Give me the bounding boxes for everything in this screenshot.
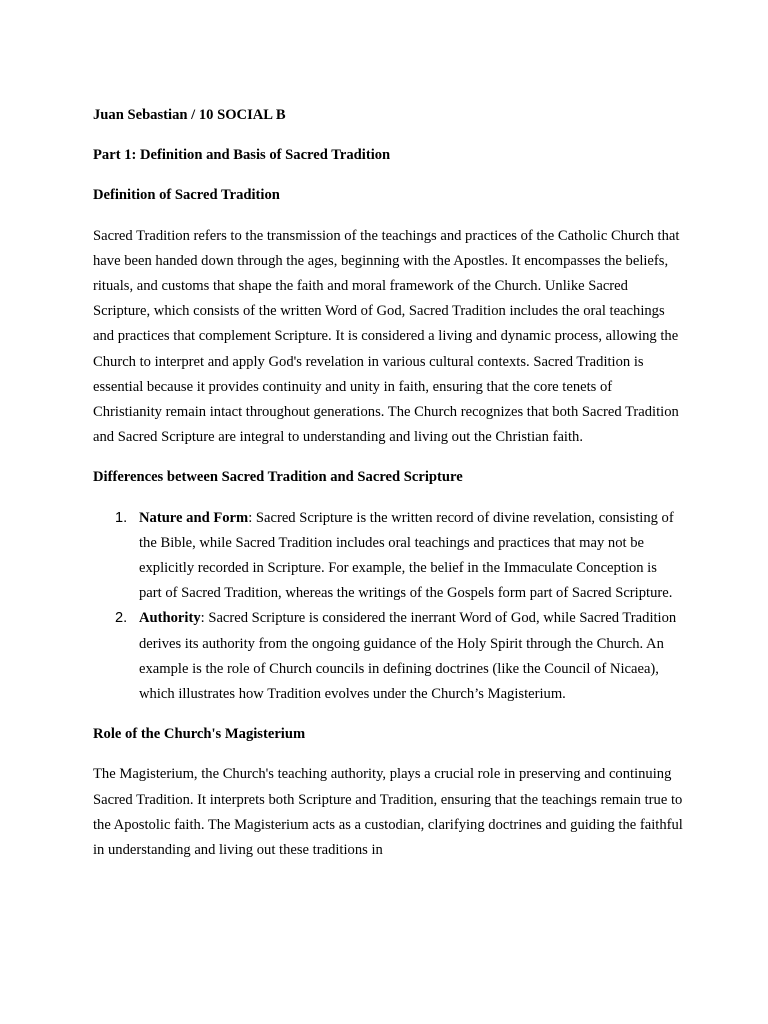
- differences-list: [93, 506, 683, 708]
- magisterium-paragraph: The Magisterium, the Church's teaching authority, plays a crucial role in preserving and continuing Sacred Tradition. It interprets both Scripture and Tradition, ensuring that the teachings remain true to the Apostolic faith. The Magisterium acts as a custodian, clarifying doctrines and guiding the faithful in understanding and living out these traditions in: [93, 766, 683, 859]
- list-number: 2.: [115, 610, 128, 627]
- list-item: [115, 606, 683, 707]
- differences-heading: Differences between Sacred Tradition and Sacred Scripture: [93, 469, 463, 486]
- list-text: : Sacred Scripture is the written record of divine revelation, consisting of the Bible, while Sacred Tradition includes oral teachings and practices that may not be explicitly recorded in Scripture. For example, the belief in the Immaculate Conception is part of Sacred Tradition, whereas the writings of the Gospels form part of Sacred Scripture.: [139, 509, 674, 602]
- part-title: Part 1: Definition and Basis of Sacred Tradition: [93, 147, 391, 164]
- definition-heading: Definition of Sacred Tradition: [93, 187, 280, 204]
- list-text: : Sacred Scripture is considered the inerrant Word of God, while Sacred Tradition derives its authority from the ongoing guidance of the Holy Spirit through the Church. An example is the role of Church councils in defining doctrines (like the Council of Nicaea), which illustrates how Tradition evolves under the Church’s Magisterium.: [139, 610, 677, 703]
- magisterium-heading: Role of the Church's Magisterium: [93, 726, 306, 743]
- list-term: Authority: [139, 610, 201, 627]
- list-number: 1.: [115, 509, 128, 526]
- document-page: [93, 103, 683, 878]
- student-header: Juan Sebastian / 10 SOCIAL B: [93, 107, 286, 123]
- list-term: Nature and Form: [139, 509, 249, 526]
- definition-paragraph: Sacred Tradition refers to the transmission of the teachings and practices of the Catholic Church that have been handed down through the ages, beginning with the Apostles. It encompasses the beliefs, rituals, and customs that shape the faith and moral framework of the Church. Unlike Sacred Scripture, which consists of the written Word of God, Sacred Tradition includes the oral teachings and practices that complement Scripture. It is considered a living and dynamic process, allowing the Church to interpret and apply God's revelation in various cultural contexts. Sacred Tradition is essential because it provides continuity and unity in faith, ensuring that the core tenets of Christianity remain intact throughout generations. The Church recognizes that both Sacred Tradition and Sacred Scripture are integral to understanding and living out the Christian faith.: [93, 227, 680, 446]
- list-item: [115, 506, 683, 607]
